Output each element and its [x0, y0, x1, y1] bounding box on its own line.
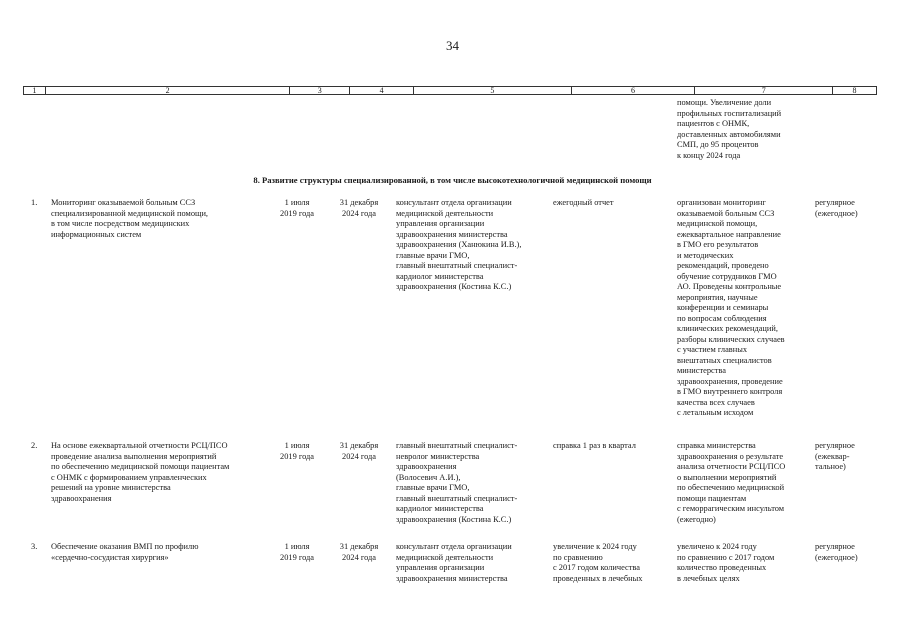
header-col-7: 7	[695, 87, 833, 94]
row-periodicity: регулярное (ежегодное)	[815, 198, 858, 218]
row-number: 3.	[31, 542, 38, 551]
row-number: 1.	[31, 198, 38, 207]
header-col-6: 6	[572, 87, 696, 94]
row-end-date: 31 декабря 2024 года	[339, 542, 379, 562]
row-end-date: 31 декабря 2024 года	[339, 441, 379, 461]
row-task: На основе ежеквартальной отчетности РСЦ/ПСО проведение анализа выполнения мероприятий по обеспечению медицинской помощи пациентам с ОНМК с формированием управленческих решений на уровне министерства здравоохранения	[51, 441, 230, 503]
section-title: 8. Развитие структуры специализированной, в том числе высокотехнологичной медицинской помощи	[253, 175, 652, 185]
header-col-1: 1	[24, 87, 46, 94]
row-start-date: 1 июля 2019 года	[280, 441, 314, 461]
row-indicator: увеличено к 2024 году по сравнению с 2017 годом количество проведенных в лечебных целях	[677, 542, 775, 583]
page-number: 34	[446, 38, 459, 53]
row-start-date: 1 июля 2019 года	[280, 198, 314, 218]
header-col-2: 2	[46, 87, 290, 94]
row-responsible: главный внештатный специалист- невролог министерства здравоохранения (Волосевич А.И.), главные врачи ГМО, главный внештатный специалист- кардиолог министерства здравоохранения (Костина К.С.)	[396, 441, 518, 524]
header-col-3: 3	[290, 87, 350, 94]
table-header-row	[23, 86, 877, 95]
row-indicator: справка министерства здравоохранения о результате анализа отчетности РСЦ/ПСО о выполнении мероприятий по обеспечению медицинской помощи пациентам с геморрагическим инсультом (ежегодно)	[677, 441, 786, 524]
header-col-4: 4	[350, 87, 414, 94]
row-task: Обеспечение оказания ВМП по профилю «сердечно-сосудистая хирургия»	[51, 542, 199, 562]
header-col-5: 5	[414, 87, 572, 94]
row-number: 2.	[31, 441, 38, 450]
row-end-date: 31 декабря 2024 года	[339, 198, 379, 218]
row-task: Мониторинг оказываемой больным ССЗ специализированной медицинской помощи, в том числе посредством медицинских информационных систем	[51, 198, 209, 239]
row-result: справка 1 раз в квартал	[553, 441, 636, 450]
row-periodicity: регулярное (ежеквар- тальное)	[815, 441, 855, 471]
row-result: ежегодный отчет	[553, 198, 614, 207]
header-col-8: 8	[852, 86, 857, 95]
row-indicator: организован мониторинг оказываемой больным ССЗ медицинской помощи, ежеквартальное направление в ГМО его результатов и методических рекомендаций, проведено обучение сотрудников ГМО АО. Проведены контрольные мероприятия, научные конференции и семинары по вопросам соблюдения клинических рекомендаций, разборы клинических случаев с участием главных внештатных специалистов министерства здравоохранения, проведение в ГМО внутреннего контроля качества всех случаев с летальным исходом	[677, 198, 785, 417]
row-start-date: 1 июля 2019 года	[280, 542, 314, 562]
continuation-indicator: помощи. Увеличение доли профильных госпитализаций пациентов с ОНМК, доставленных автомобилями СМП, до 95 процентов к концу 2024 года	[677, 98, 782, 160]
row-result: увеличение к 2024 году по сравнению с 2017 годом количества проведенных в лечебных	[553, 542, 643, 583]
row-periodicity: регулярное (ежегодное)	[815, 542, 858, 562]
row-responsible: консультант отдела организации медицинской деятельности управления организации здравоохранения министерства здравоохранения (Ханюкина И.В.), главные врачи ГМО, главный внештатный специалист- кардиолог министерства здравоохранения (Костина К.С.)	[396, 198, 522, 291]
row-responsible: консультант отдела организации медицинской деятельности управления организации здравоохранения министерства	[396, 542, 512, 583]
